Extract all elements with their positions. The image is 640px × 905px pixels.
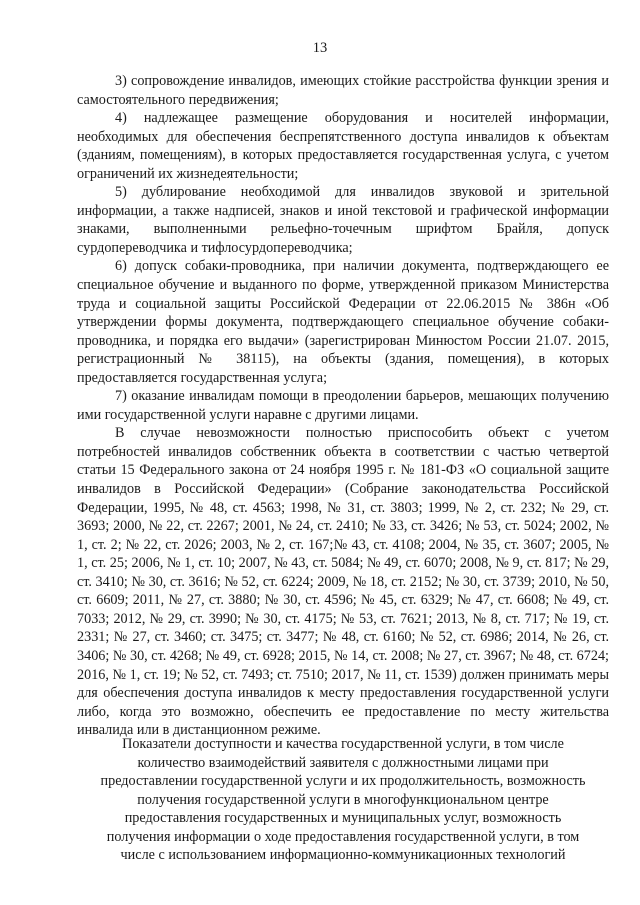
paragraph-item-7: 7) оказание инвалидам помощи в преодолении барьеров, мешающих получению ими государственной услуги наравне с другими лицами. (77, 388, 609, 423)
heading-line: предоставления государственных и муниципальных услуг, возможность (124, 810, 562, 827)
heading-line: предоставлении государственной услуги и их продолжительность, возможность (100, 773, 586, 790)
heading-line: Показатели доступности и качества государственной услуги, в том числе (122, 736, 564, 752)
heading-line: числе с использованием информационно-коммуникационных технологий (120, 847, 566, 864)
paragraph-item-3: 3) сопровождение инвалидов, имеющих стойкие расстройства функции зрения и самостоятельного передвижения; (77, 73, 609, 108)
paragraph-item-4: 4) надлежащее размещение оборудования и носителей информации, необходимых для обеспечения беспрепятственного доступа инвалидов к объектам (зданиям, помещениям), в которых предоставляется государственная услуга, с учетом ограничений их жизнедеятельности; (77, 110, 609, 182)
paragraph-impossibility: В случае невозможности полностью приспособить объект с учетом потребностей инвалидов собственник объекта в соответствии с частью четвертой статьи 15 Федерального закона от 24 ноября 1995 г. № 181-ФЗ «О социальной защите инвалидов в Российской Федерации» (Собрание законодательства Российской Федерации, 1995, № 48, ст. 4563; 1998, № 31, ст. 3803; 1999, № 2, ст. 232; № 29, ст. 3693; 2000, № 22, ст. 2267; 2001, № 24, ст. 2410; № 33, ст. 3426; № 53, ст. 5024; 2002, № 1, ст. 2; № 22, ст. 2026; 2003, № 2, ст. 167;№ 43, ст. 4108; 2004, № 35, ст. 3607; 2005, № 1, ст. 25; 2006, № 1, ст. 10; 2007, № 43, ст. 5084; № 49, ст. 6070; 2008, № 9, ст. 817; № 29, ст. 3410; № 30, ст. 3616; № 52, ст. 6224; 2009, № 18, ст. 2152; № 30, ст. 3739; 2010, № 50, ст. 6609; 2011, № 27, ст. 3880; № 30, ст. 4596; № 45, ст. 6329; № 47, ст. 6608; № 49, ст. 7033; 2012, № 29, ст. 3990; № 30, ст. 4175; № 53, ст. 7621; 2013, № 8, ст. 717; № 19, ст. 2331; № 27, ст. 3460; ст. 3475; ст. 3477; № 48, ст. 6160; № 52, ст. 6986; 2014, № 26, ст. 3406; № 30, ст. 4268; № 49, ст. 6928; 2015, № 14, ст. 2008; № 27, ст. 3967; № 48, ст. 6724; 2016, № 1, ст. 19; № 52, ст. 7493; ст. 7510; 2017, № 11, ст. 1539) должен принимать меры для обеспечения доступа инвалидов к месту предоставления государственной услуги либо, когда это возможно, обеспечить ее предоставление по месту жительства инвалида или в дистанционном режиме. (77, 425, 609, 739)
section-heading (77, 735, 609, 865)
paragraph-item-6: 6) допуск собаки-проводника, при наличии документа, подтверждающего ее специальное обучение и выданного по форме, утвержденной приказом Министерства труда и социальной защиты Российской Федерации от 22.06.2015 № 386н «Об утверждении формы документа, подтверждающего специальное обучение собаки-проводника, и порядка его выдачи» (зарегистрирован Минюстом России 21.07. 2015, регистрационный № 38115), на объекты (здания, помещения), в которых предоставляется государственная услуга; (77, 258, 609, 386)
heading-line: количество взаимодействий заявителя с должностными лицами при (137, 754, 549, 771)
page-number: 13 (312, 40, 328, 56)
heading-line: получения информации о ходе предоставления государственной услуги, в том (106, 828, 580, 845)
paragraph-item-5: 5) дублирование необходимой для инвалидов звуковой и зрительной информации, а также надписей, знаков и иной текстовой и графической информации знаками, выполненными рельефно-точечным шрифтом Брайля, допуск сурдопереводчика и тифлосурдопереводчика; (77, 184, 609, 256)
body-text (77, 72, 609, 740)
heading-line: получения государственной услуги в многофункциональном центре (137, 791, 549, 808)
